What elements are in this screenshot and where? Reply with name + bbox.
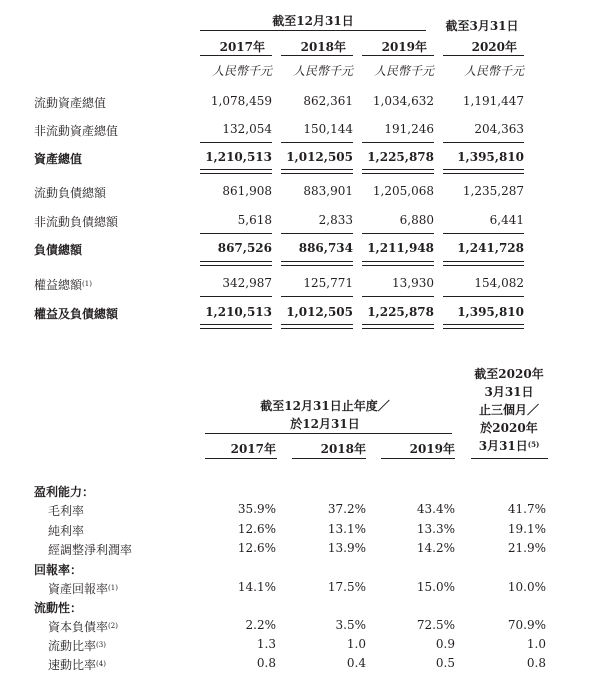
divider	[362, 142, 434, 143]
cell: 12.6%	[237, 541, 276, 555]
row-label: 流動比率$^{(3)}$	[48, 639, 106, 653]
row-label: 非流動負債總額	[34, 215, 119, 229]
cell: 1,191,447	[462, 94, 524, 108]
cell: 3.5%	[335, 618, 366, 632]
row-label: 權益及負債總額	[34, 307, 119, 321]
cell: 41.7%	[507, 502, 546, 516]
double-rule	[281, 324, 353, 329]
divider	[471, 458, 548, 459]
divider	[281, 55, 353, 56]
row-label: 權益總額$^{(1)}$	[34, 278, 92, 292]
divider	[443, 296, 524, 297]
year-header: 2017年	[219, 40, 265, 54]
divider	[281, 296, 353, 297]
cell: 1,012,505	[286, 150, 353, 164]
divider	[362, 296, 434, 297]
group-header: 截至12月31日	[272, 14, 354, 28]
cell: 43.4%	[416, 502, 455, 516]
unit-label: 人民幣千元	[292, 64, 353, 78]
year-header: 2019年	[381, 40, 427, 54]
double-rule	[281, 169, 353, 174]
cell: 70.9%	[507, 618, 546, 632]
footnote-marker: (5)	[527, 440, 540, 449]
quarter-header: 截至3月31日	[445, 19, 519, 33]
unit-label: 人民幣千元	[211, 64, 272, 78]
cell: 21.9%	[507, 541, 546, 555]
cell: 13.3%	[416, 522, 455, 536]
year-header: 2019年	[409, 442, 455, 456]
cell: 0.5	[435, 656, 455, 670]
cell: 154,082	[474, 276, 524, 290]
double-rule	[200, 324, 272, 329]
cell: 37.2%	[327, 502, 366, 516]
cell: 1,395,810	[457, 150, 524, 164]
cell: 1,225,878	[367, 305, 434, 319]
footnote-marker: (2)	[108, 622, 118, 630]
cell: 1,395,810	[457, 305, 524, 319]
divider	[443, 55, 524, 56]
quarter-header-line: 於2020年	[480, 421, 538, 435]
quarter-header-line: 3月31日	[484, 385, 534, 399]
double-rule	[443, 169, 524, 174]
cell: 13.1%	[327, 522, 366, 536]
cell: 204,363	[474, 122, 524, 136]
section-title: 回報率：	[34, 563, 83, 577]
cell: 14.2%	[416, 541, 455, 555]
cell: 867,526	[217, 241, 272, 255]
cell: 35.9%	[237, 502, 276, 516]
cell: 1,211,948	[367, 241, 434, 255]
row-label: 資本負債率$^{(2)}$	[48, 620, 118, 634]
unit-label: 人民幣千元	[373, 64, 434, 78]
row-label: 毛利率	[48, 504, 85, 518]
quarter-header-line: 截至2020年	[474, 367, 544, 381]
cell: 2.2%	[245, 618, 276, 632]
cell: 14.1%	[237, 580, 276, 594]
divider	[362, 233, 434, 234]
cell: 1,241,728	[457, 241, 524, 255]
cell: 0.4	[346, 656, 366, 670]
cell: 1,034,632	[372, 94, 434, 108]
row-label: 速動比率$^{(4)}$	[48, 658, 106, 672]
cell: 19.1%	[507, 522, 546, 536]
unit-label: 人民幣千元	[463, 64, 524, 78]
row-label: 經調整淨利潤率	[48, 543, 133, 557]
cell: 132,054	[222, 122, 272, 136]
cell: 862,361	[303, 94, 353, 108]
cell: 1.0	[526, 637, 546, 651]
row-label: 負債總額	[34, 243, 83, 257]
cell: 10.0%	[507, 580, 546, 594]
row-label: 流動負債總額	[34, 186, 107, 200]
divider	[200, 55, 272, 56]
cell: 12.6%	[237, 522, 276, 536]
row-label: 流動資產總值	[34, 96, 107, 110]
double-rule	[362, 324, 434, 329]
divider	[200, 296, 272, 297]
cell: 0.8	[256, 656, 276, 670]
cell: 2,833	[318, 213, 353, 227]
divider	[205, 433, 452, 434]
double-rule	[281, 261, 353, 266]
group-header: 於12月31日	[290, 417, 360, 431]
cell: 17.5%	[327, 580, 366, 594]
cell: 150,144	[303, 122, 353, 136]
divider	[205, 458, 277, 459]
quarter-header-line: 3月31日$^{(5)}$	[478, 439, 540, 453]
double-rule	[362, 169, 434, 174]
double-rule	[443, 261, 524, 266]
cell: 125,771	[303, 276, 353, 290]
divider	[200, 30, 426, 31]
cell: 1,235,287	[462, 184, 524, 198]
section-title: 流動性：	[34, 601, 83, 615]
divider	[362, 55, 434, 56]
double-rule	[200, 261, 272, 266]
footnote-marker: (1)	[108, 584, 118, 592]
cell: 1,078,459	[210, 94, 272, 108]
cell: 886,734	[298, 241, 353, 255]
double-rule	[362, 261, 434, 266]
row-label: 資產總值	[34, 152, 83, 166]
footnote-marker: (3)	[96, 641, 106, 649]
year-header: 2018年	[300, 40, 346, 54]
cell: 1.0	[346, 637, 366, 651]
double-rule	[200, 169, 272, 174]
row-label: 非流動資產總值	[34, 124, 119, 138]
row-label: 資產回報率$^{(1)}$	[48, 582, 118, 596]
divider	[443, 142, 524, 143]
cell: 1,210,513	[205, 150, 272, 164]
divider	[200, 233, 272, 234]
cell: 861,908	[222, 184, 272, 198]
cell: 72.5%	[416, 618, 455, 632]
cell: 13,930	[392, 276, 434, 290]
cell: 6,880	[399, 213, 434, 227]
year-header: 2020年	[471, 40, 517, 54]
cell: 5,618	[237, 213, 272, 227]
year-header: 2017年	[230, 442, 276, 456]
footnote-marker: (1)	[82, 280, 92, 288]
footnote-marker: (4)	[96, 660, 106, 668]
divider	[443, 233, 524, 234]
divider	[281, 142, 353, 143]
double-rule	[443, 324, 524, 329]
cell: 883,901	[303, 184, 353, 198]
cell: 13.9%	[327, 541, 366, 555]
cell: 1,012,505	[286, 305, 353, 319]
cell: 1,205,068	[372, 184, 434, 198]
cell: 6,441	[489, 213, 524, 227]
row-label: 純利率	[48, 524, 85, 538]
divider	[281, 233, 353, 234]
cell: 1.3	[256, 637, 276, 651]
divider	[200, 142, 272, 143]
divider	[381, 458, 455, 459]
cell: 0.9	[435, 637, 455, 651]
year-header: 2018年	[320, 442, 366, 456]
section-title: 盈利能力：	[34, 485, 95, 499]
cell: 1,225,878	[367, 150, 434, 164]
cell: 15.0%	[416, 580, 455, 594]
cell: 342,987	[222, 276, 272, 290]
group-header: 截至12月31日止年度／	[260, 399, 390, 413]
cell: 1,210,513	[205, 305, 272, 319]
cell: 191,246	[384, 122, 434, 136]
divider	[292, 458, 366, 459]
cell: 0.8	[526, 656, 546, 670]
quarter-header-line: 止三個月／	[478, 403, 539, 417]
